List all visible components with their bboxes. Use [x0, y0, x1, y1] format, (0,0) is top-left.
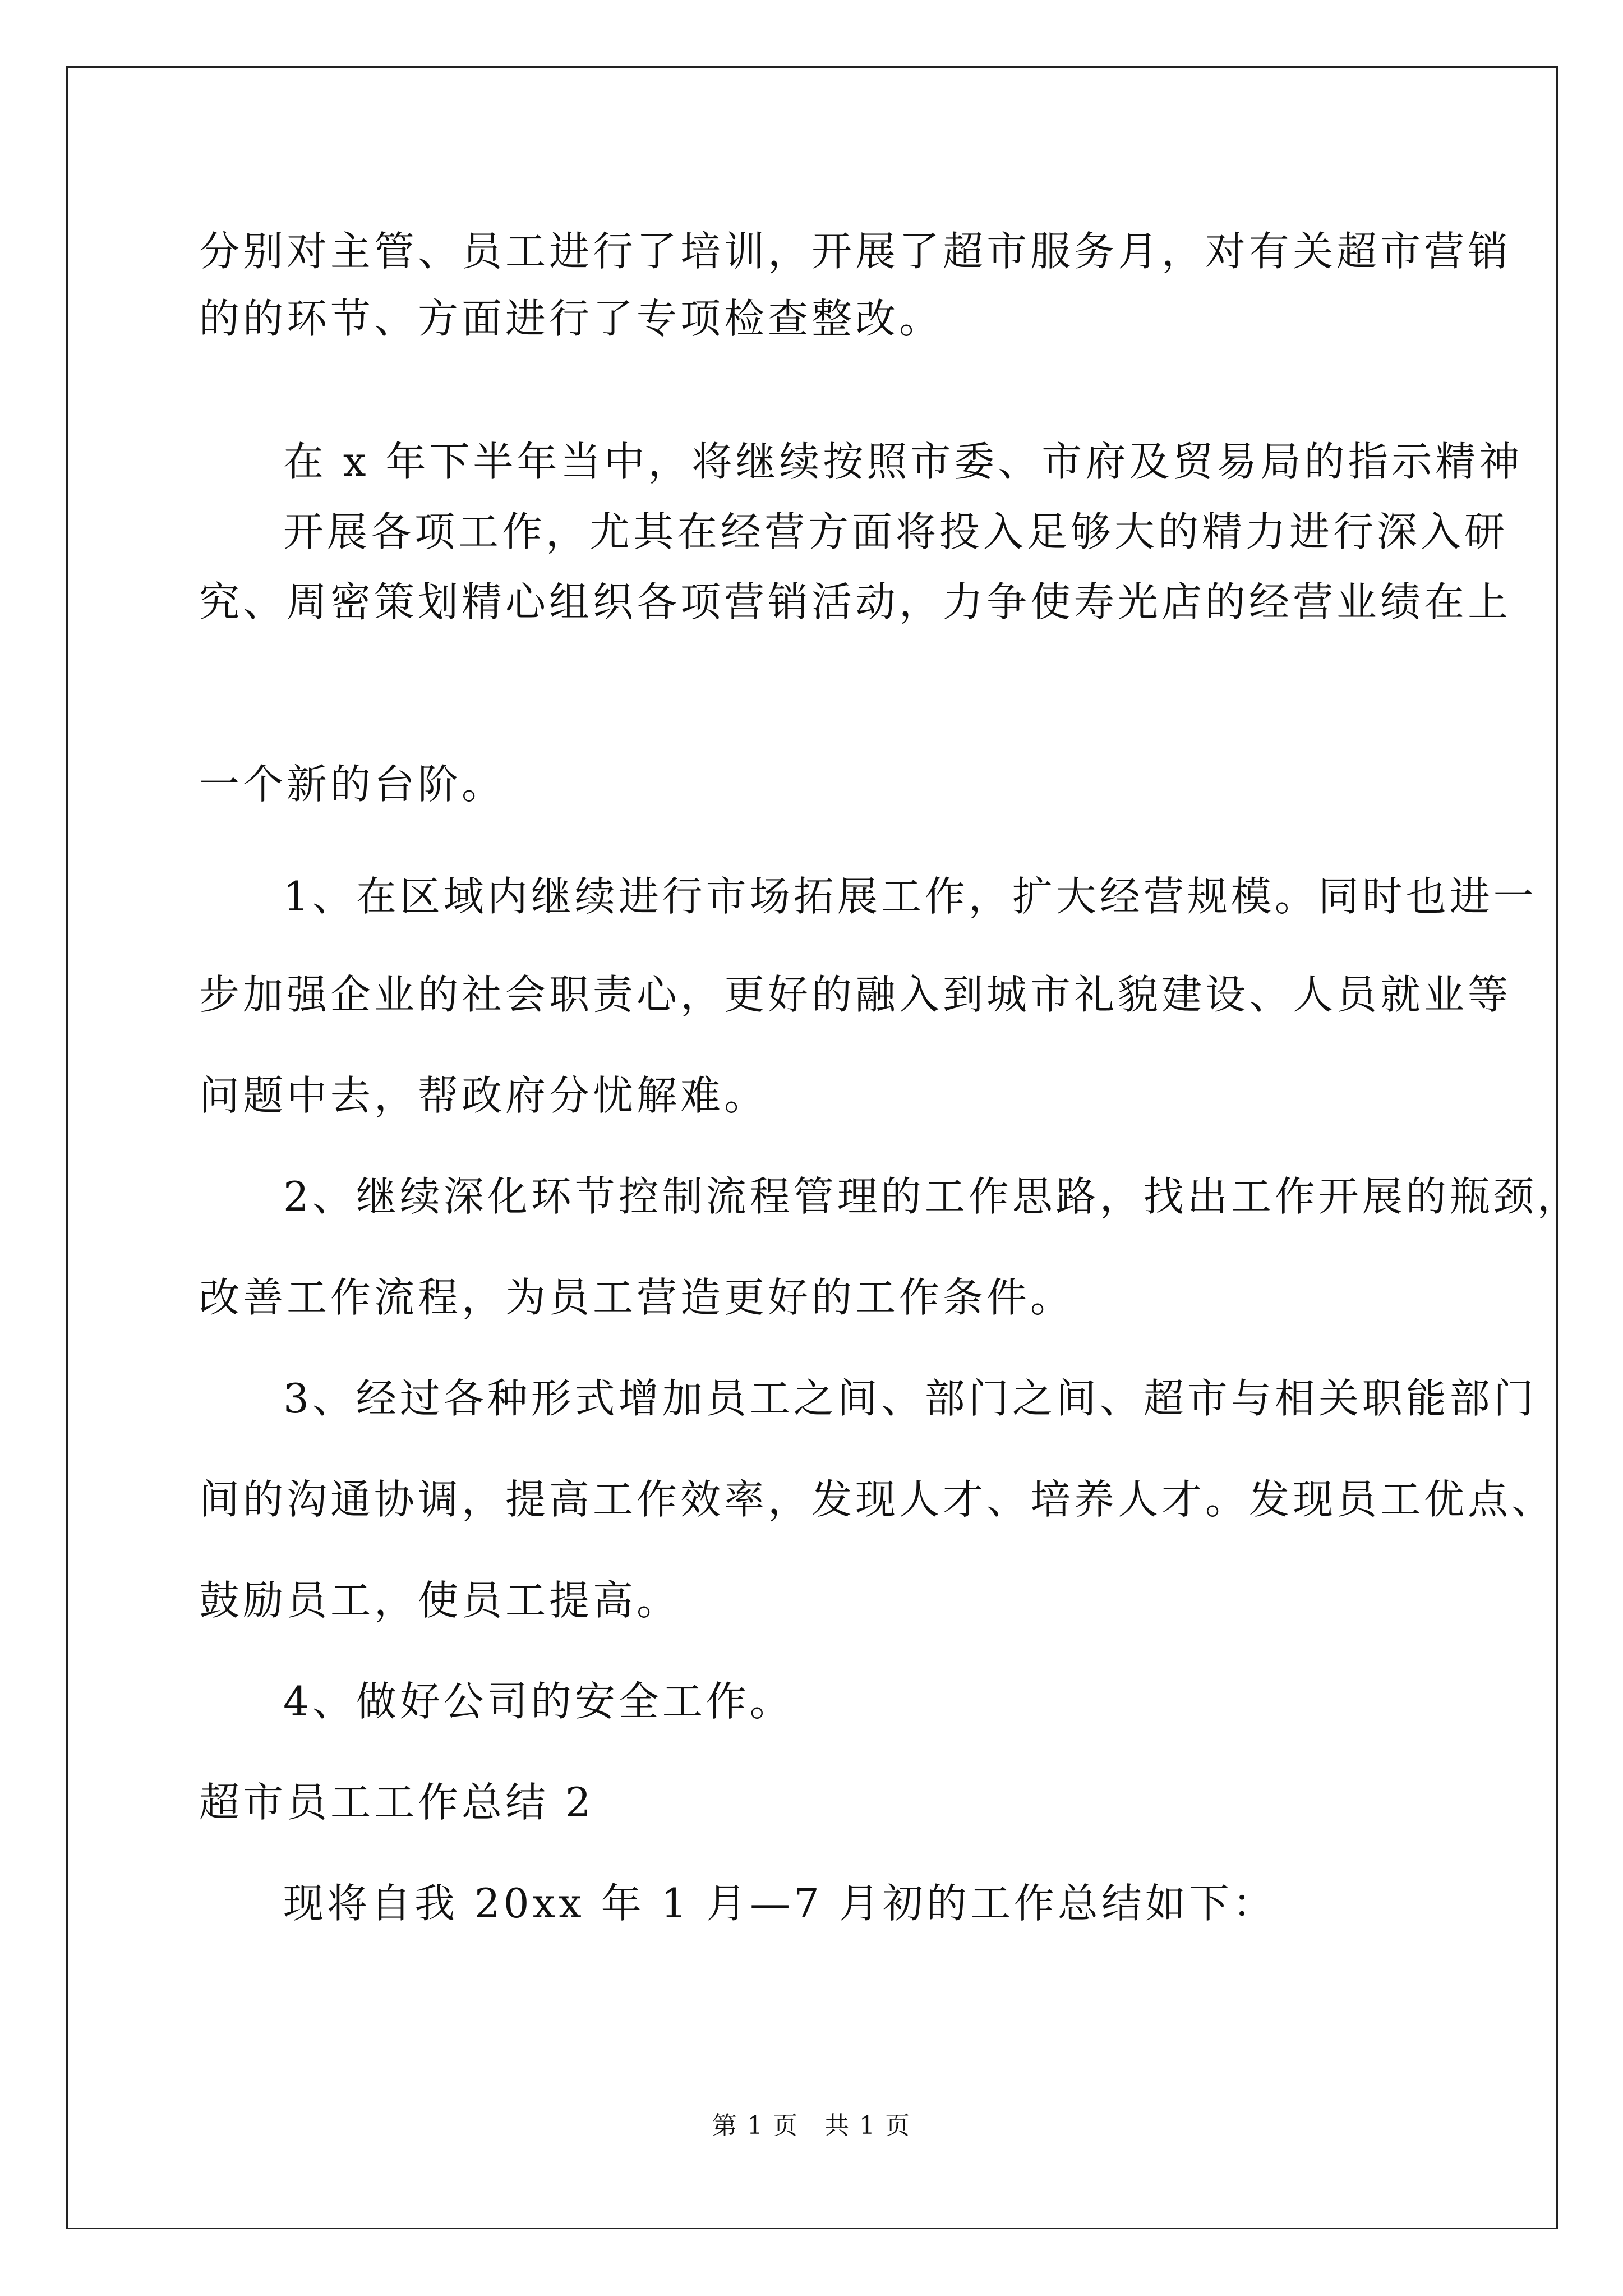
section-heading: 超市员工工作总结 2 [199, 1779, 594, 1826]
page-footer: 第 1 页 共 1 页 [712, 2111, 911, 2140]
text-line: 究、周密策划精心组织各项营销活动，力争使寿光店的经营业绩在上 [199, 578, 1512, 625]
text-line: 1、在区域内继续进行市场拓展工作，扩大经营规模。同时也进一 [283, 873, 1537, 920]
text-line: 3、经过各种形式增加员工之间、部门之间、超市与相关职能部门 [283, 1375, 1537, 1422]
text-line: 改善工作流程，为员工营造更好的工作条件。 [199, 1274, 1075, 1321]
text-line: 2、继续深化环节控制流程管理的工作思路，找出工作开展的瓶颈， [283, 1173, 1581, 1220]
text-line: 的的环节、方面进行了专项检查整改。 [199, 295, 943, 342]
text-line: 开展各项工作，尤其在经营方面将投入足够大的精力进行深入研 [283, 508, 1509, 555]
text-line: 一个新的台阶。 [199, 761, 506, 808]
text-line: 步加强企业的社会职责心，更好的融入到城市礼貌建设、人员就业等 [199, 971, 1512, 1018]
text-line: 间的沟通协调，提高工作效率，发现人才、培养人才。发现员工优点、 [199, 1476, 1556, 1523]
text-line: 4、做好公司的安全工作。 [283, 1678, 794, 1725]
text-line: 在 x 年下半年当中，将继续按照市委、市府及贸易局的指示精神 [283, 438, 1523, 485]
text-line: 现将自我 20xx 年 1 月—7 月初的工作总结如下： [283, 1880, 1276, 1927]
text-line: 问题中去，帮政府分忧解难。 [199, 1072, 768, 1119]
text-line: 分别对主管、员工进行了培训，开展了超市服务月，对有关超市营销 [199, 228, 1512, 275]
text-line: 鼓励员工，使员工提高。 [199, 1577, 681, 1624]
